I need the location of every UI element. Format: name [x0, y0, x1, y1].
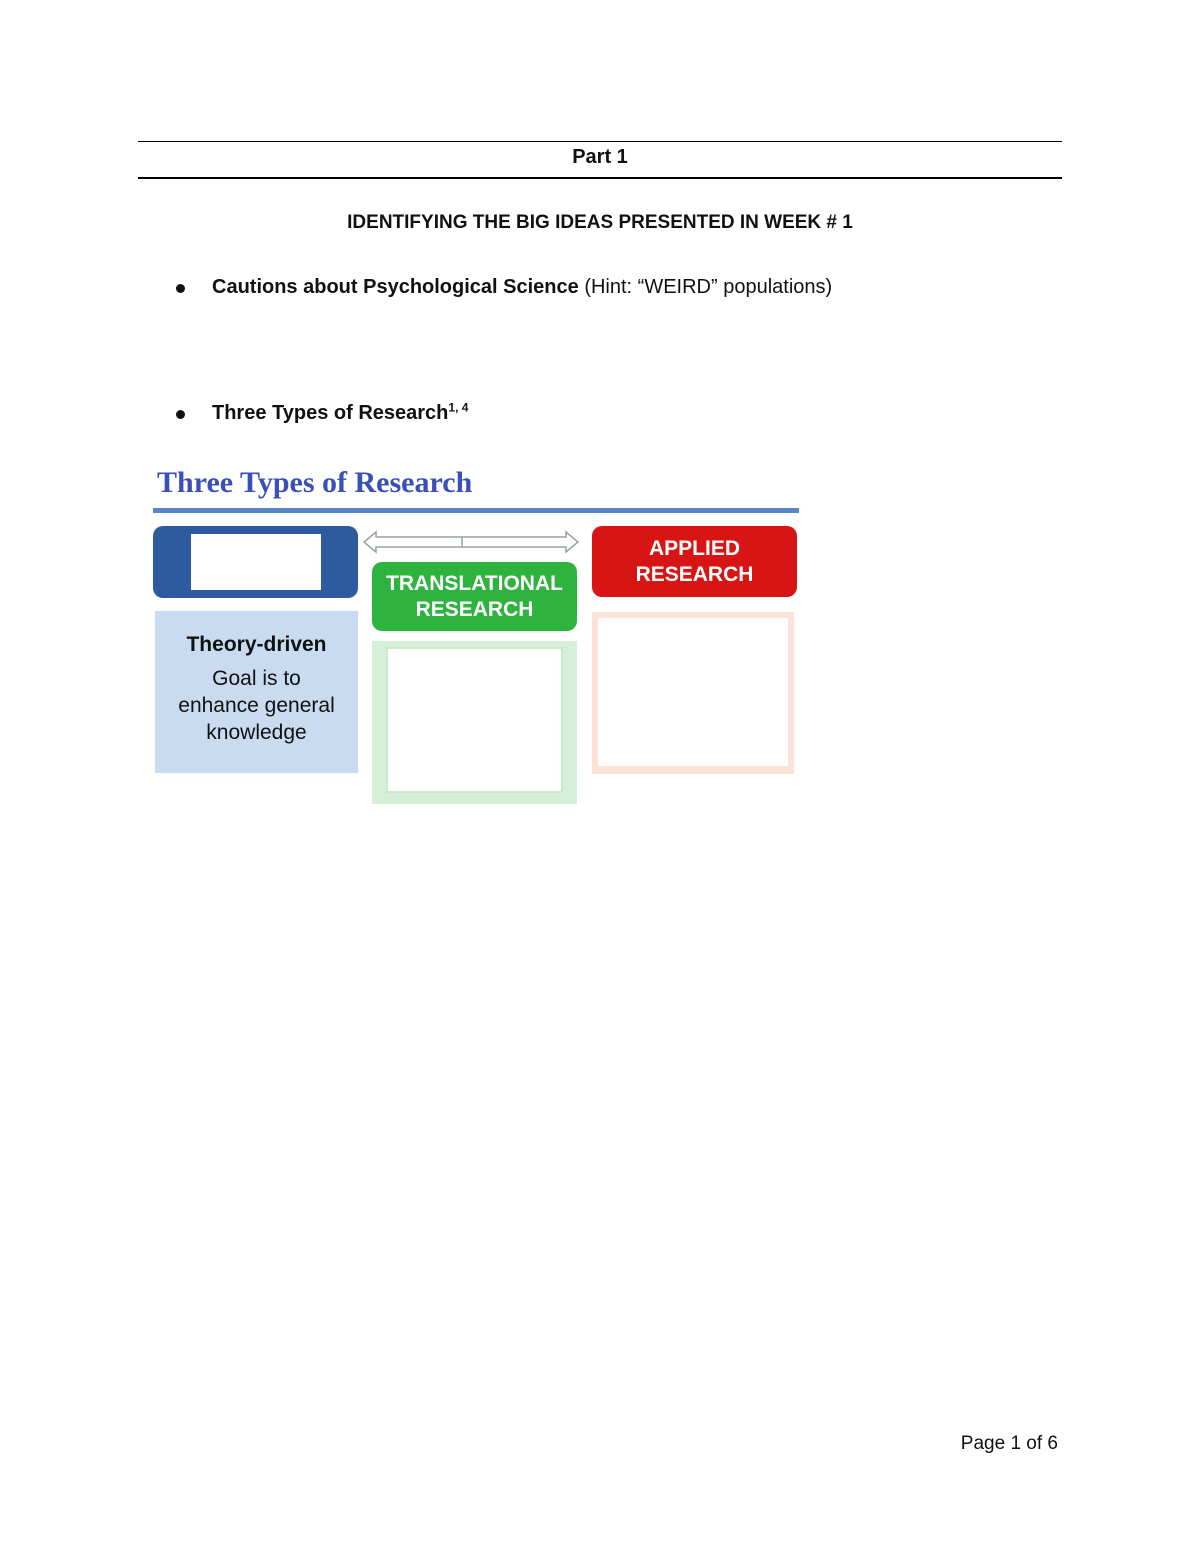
- basic-desc-line2: enhance general: [178, 694, 335, 717]
- basic-research-box: [153, 526, 358, 598]
- basic-desc-heading: Theory-driven: [186, 633, 327, 656]
- bullet-hint-text: (Hint: “WEIRD” populations): [578, 276, 833, 298]
- section-heading: IDENTIFYING THE BIG IDEAS PRESENTED IN WEEK # 1: [347, 212, 853, 233]
- translational-research-box: [372, 562, 577, 631]
- header-rule-bottom: [138, 177, 1062, 179]
- translational-research-description: [372, 641, 577, 804]
- translational-label-line1: TRANSLATIONAL: [386, 571, 563, 595]
- bullet-bold-text: Three Types of Research: [212, 402, 449, 424]
- applied-desc-blank: [598, 618, 788, 766]
- basic-desc-text: [155, 665, 358, 746]
- page-number: Page 1 of 6: [960, 1433, 1058, 1454]
- applied-label-line2: RESEARCH: [635, 562, 754, 586]
- basic-research-label-blank: [191, 534, 321, 590]
- bullet-dot-icon: [176, 284, 185, 293]
- bullet-text: [212, 276, 832, 299]
- bullet-bold-text: Cautions about Psychological Science: [212, 276, 579, 298]
- basic-research-description: [155, 611, 358, 773]
- bullet-dot-icon: [176, 410, 185, 419]
- translational-label-line2: RESEARCH: [415, 597, 534, 621]
- translational-desc-blank: [386, 647, 563, 793]
- bullet-text: [212, 402, 468, 425]
- figure-title: Three Types of Research: [157, 466, 473, 499]
- basic-desc-line3: knowledge: [206, 721, 307, 744]
- citation-superscript: 1, 4: [448, 400, 469, 415]
- header-rule-top: [138, 141, 1062, 142]
- applied-label-line1: APPLIED: [648, 536, 740, 560]
- part-title: Part 1: [572, 146, 628, 168]
- applied-research-box: [592, 526, 797, 597]
- double-arrow-icon: [362, 528, 580, 556]
- basic-desc-line1: Goal is to: [212, 667, 301, 690]
- applied-research-description: [592, 612, 794, 774]
- figure-title-underline: [153, 508, 799, 513]
